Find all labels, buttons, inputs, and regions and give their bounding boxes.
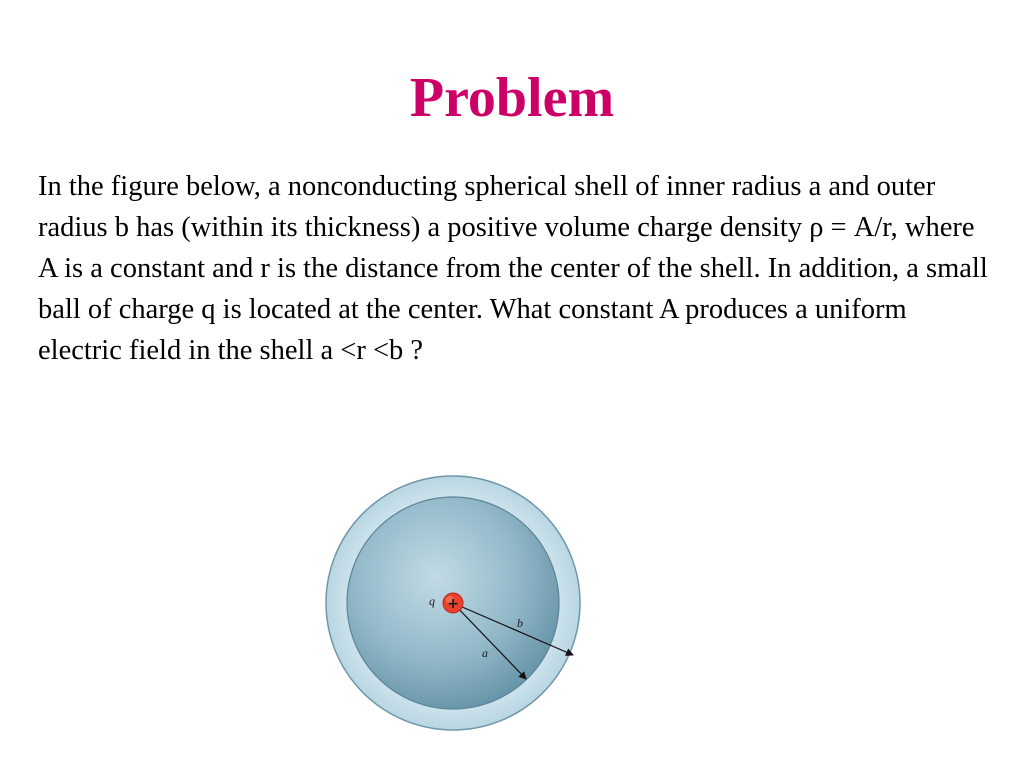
outer-radius-label-b: b [517,616,523,630]
charge-label-q: q [429,594,435,608]
inner-radius-label-a: a [482,646,488,660]
shell-diagram [300,470,600,740]
problem-statement: In the figure below, a nonconducting spherical shell of inner radius a and outer radius b has (within its thickness) a positive volume charge density ρ = A/r, where A is a constant and r is the distance from the center of the shell. In addition, a small ball of charge q is located at the center. What constant A produces a uniform electric field in the shell a <r <b ? [38,171,988,366]
spherical-shell-figure [300,470,600,740]
slide-title: Problem [409,67,615,129]
charge-sign-label: + [447,596,459,612]
